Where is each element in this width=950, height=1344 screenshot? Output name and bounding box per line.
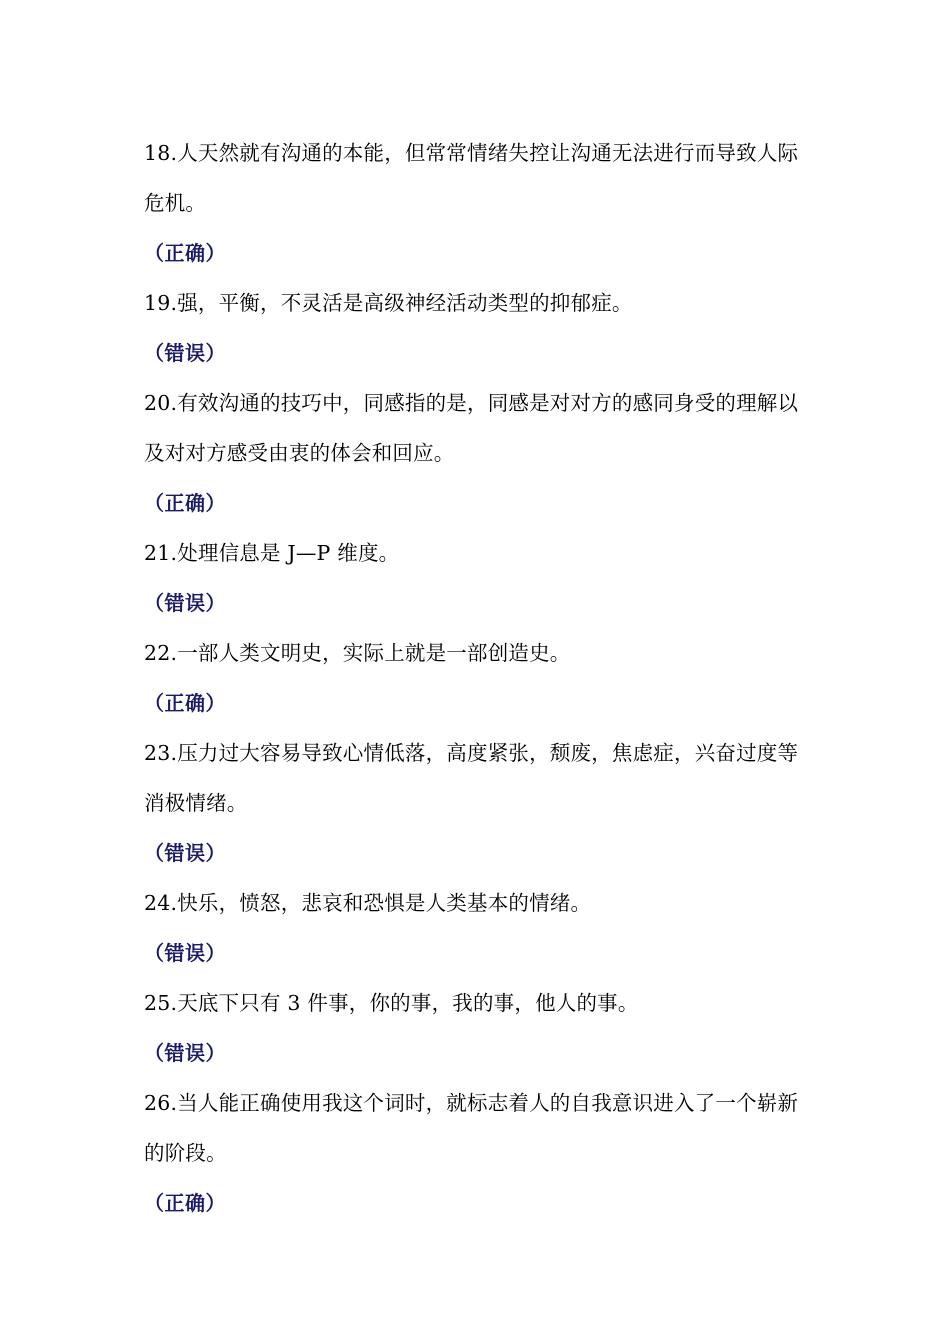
question-23: 23.压力过大容易导致心情低落，高度紧张，颓废，焦虑症，兴奋过度等消极情绪。 <box>144 741 799 815</box>
question-26: 26.当人能正确使用我这个词时，就标志着人的自我意识进入了一个崭新的阶段。 <box>144 1091 799 1165</box>
answer-24: （错误） <box>144 941 226 965</box>
answer-26: （正确） <box>144 1191 226 1215</box>
question-19: 19.强，平衡，不灵活是高级神经活动类型的抑郁症。 <box>144 291 633 315</box>
question-21: 21.处理信息是 J—P 维度。 <box>144 541 400 565</box>
answer-25: （错误） <box>144 1041 226 1065</box>
question-22: 22.一部人类文明史，实际上就是一部创造史。 <box>144 641 571 665</box>
question-24: 24.快乐，愤怒，悲哀和恐惧是人类基本的情绪。 <box>144 891 592 915</box>
question-list <box>144 128 814 1228</box>
answer-20: （正确） <box>144 491 226 515</box>
question-20: 20.有效沟通的技巧中，同感指的是，同感是对对方的感同身受的理解以及对对方感受由衷的体会和回应。 <box>144 391 799 465</box>
question-25: 25.天底下只有 3 件事，你的事，我的事，他人的事。 <box>144 991 639 1015</box>
answer-23: （错误） <box>144 841 226 865</box>
answer-22: （正确） <box>144 691 226 715</box>
answer-21: （错误） <box>144 591 226 615</box>
answer-18: （正确） <box>144 241 226 265</box>
answer-19: （错误） <box>144 341 226 365</box>
question-18: 18.人天然就有沟通的本能，但常常情绪失控让沟通无法进行而导致人际危机。 <box>144 141 799 215</box>
